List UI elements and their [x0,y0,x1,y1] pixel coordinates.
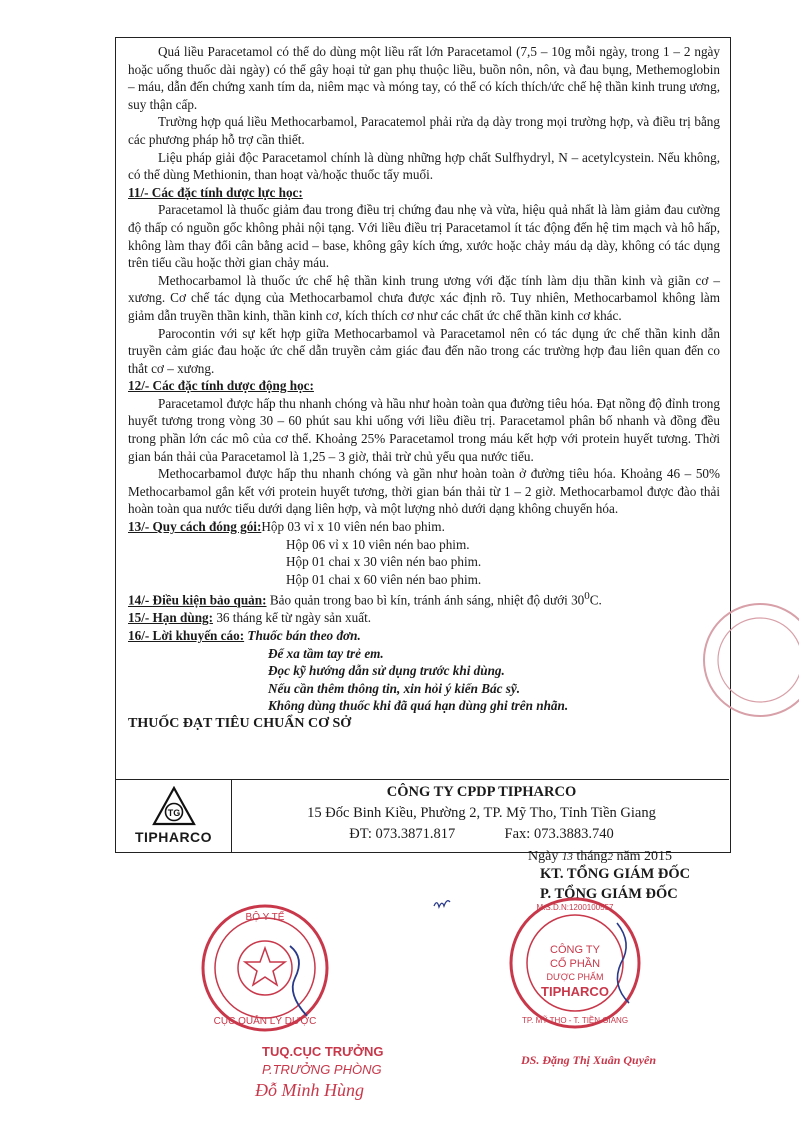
svg-text:TIPHARCO: TIPHARCO [541,984,609,999]
svg-text:CÔNG TY: CÔNG TY [550,944,600,956]
approval-signer: Đỗ Minh Hùng [255,1080,364,1100]
section-16-label: 16/- Lời khuyến cáo: [128,627,245,643]
standard-statement: THUỐC ĐẠT TIÊU CHUẨN CƠ SỞ [128,715,352,731]
package-line-2: Hộp 06 vỉ x 10 viên nén bao phim. [286,536,470,552]
company-contacts [234,824,729,845]
date-month-word: tháng [576,849,608,864]
company-logo-box [116,780,232,852]
partial-edge-stamp [700,600,799,720]
overdose-paragraph: Quá liều Paracetamol có thể do dùng một liều rất lớn Paracetamol (7,5 – 10g mỗi ngày, trong 1 – 2 ngày hoặc uống thuốc dài ngày) có thể gây hoại tử gan phụ thuộc liều, buồn nôn, nôn, và đau bụng, Methemoglobin – máu, dẫn đến chứng xanh tím da, niêm mạc và móng tay, có thể có kích thích/ức chế hệ thần kinh trung ương, suy thận cấp. [128,44,720,112]
advice-line-3: Nếu cần thêm thông tin, xin hỏi ý kiến Bác sỹ. [268,680,521,696]
approval-line-2: P.TRƯỞNG PHÒNG [262,1062,382,1077]
section-11-title: 11/- Các đặc tính dược lực học: [128,184,303,200]
package-line-4: Hộp 01 chai x 60 viên nén bao phim. [286,571,482,587]
date-year: năm 2015 [616,849,673,864]
section-11-p3: Parocontin với sự kết hợp giữa Methocarbamol và Paracetamol nên có tác dụng ức chế thần kinh dẫn truyền cảm giác đau hoặc ức chế dẫn truyền cảm giác đau đến não trong các trường hợp đau liên quan đến co thắt cơ – xương. [128,325,720,376]
section-12-p2: Methocarbamol được hấp thu nhanh chóng và gần như hoàn toàn ở đường tiêu hóa. Khoảng 46 – 50% Methocarbamol gắn kết với protein huyết tương, thời gian bán thải từ 1 – 2 giờ. Methocarbamol được đào thải hoàn toàn qua nước tiểu dưới dạng liên hợp, và một lượng nhỏ dưới dạng không chuyển hóa. [128,466,720,517]
section-15-label: 15/- Hạn dùng: [128,610,214,626]
date-month: 2 [607,851,613,863]
section-14-row [128,588,720,609]
section-11-p1: Paracetamol là thuốc giảm đau trong điều trị chứng đau nhẹ và vừa, hiệu quả nhất là làm giảm đau cường độ thấp có nguồn gốc không phải nội tạng. Với liều điều trị Paracetamol ít tác động đến hệ tim mạch và hô hấp, không làm thay đổi cân bằng acid – base, không gây kích ứng, xước hoặc chảy máu dạ dày, không có tác dụng trên tiểu cầu hoặc thời gian chảy máu. [128,202,720,271]
svg-text:TG: TG [167,808,181,818]
section-12-title: 12/- Các đặc tính dược động học: [128,378,314,394]
storage-unit: C. [589,592,602,608]
advice-first: Thuốc bán theo đơn. [244,627,361,643]
initial-mark-icon [432,896,452,912]
svg-text:BỘ Y TẾ: BỘ Y TẾ [245,912,285,923]
section-15-row [128,609,720,627]
section-13-label: 13/- Quy cách đóng gói: [128,519,262,535]
tipharco-logo-icon [152,786,196,828]
degree-sup: 0 [584,590,590,603]
company-name: CÔNG TY CPDP TIPHARCO [386,784,577,800]
storage-text: Bảo quản trong bao bì kín, tránh ánh sáng, nhiệt độ dưới 30 [266,592,585,608]
date-day: 13 [561,851,573,863]
approval-line-1: TUQ.CỤC TRƯỞNG [262,1044,384,1059]
company-fax: Fax: 073.3883.740 [504,826,614,842]
package-line-3: Hộp 01 chai x 30 viên nén bao phim. [286,554,482,570]
document-content [128,43,720,733]
company-block [116,779,729,852]
date-prefix: Ngày [528,849,559,864]
svg-text:TP. MỸ THO - T. TIỀN GIANG: TP. MỸ THO - T. TIỀN GIANG [521,1016,629,1025]
svg-text:M.S.D.N:1200100557: M.S.D.N:1200100557 [536,903,614,912]
advice-line-4: Không dùng thuốc khi đã quá hạn dùng ghi trên nhãn. [268,698,569,714]
logo-name: TIPHARCO [134,829,213,845]
signer-title-2: P. TỔNG GIÁM ĐỐC [540,886,678,902]
advice-line-1: Để xa tầm tay trẻ em. [268,645,384,661]
signer-title-1: KT. TỔNG GIÁM ĐỐC [540,866,691,882]
svg-text:DƯỢC PHẨM: DƯỢC PHẨM [546,972,604,982]
company-phone: ĐT: 073.3871.817 [349,826,456,842]
svg-text:CỔ PHẦN: CỔ PHẦN [549,958,601,970]
company-address: 15 Đốc Binh Kiều, Phường 2, TP. Mỹ Tho, Tỉnh Tiền Giang [307,805,656,821]
company-seal-stamp [505,893,645,1033]
section-14-label: 14/- Điều kiện bảo quản: [128,592,267,608]
advice-line-2: Đọc kỹ hướng dẫn sử dụng trước khi dùng. [268,663,505,679]
company-info [234,782,729,845]
svg-text:CỤC QUẢN LÝ DƯỢC: CỤC QUẢN LÝ DƯỢC [213,1016,317,1027]
signing-date [528,849,672,865]
company-signer: DS. Đặng Thị Xuân Quyên [521,1053,657,1067]
section-16-row [128,627,720,645]
treatment-paragraph: Trường hợp quá liều Methocarbamol, Paracatemol phải rửa dạ dày trong mọi trường hợp, và điều trị bằng các phương pháp hỗ trợ cần thiết. [128,114,720,147]
shelf-life-text: 36 tháng kể từ ngày sản xuất. [213,610,372,626]
ministry-seal-stamp [195,898,335,1038]
section-12-p1: Paracetamol được hấp thu nhanh chóng và hầu như hoàn toàn qua đường tiêu hóa. Đạt nồng độ đỉnh trong huyết tương trong vòng 30 – 60 phút sau khi uống với liều điều trị. Paracetamol phân bố nhanh và đồng đều trong phần lớn các mô của cơ thể. Khoảng 25% Paracetamol trong máu kết hợp với protein huyết tương. Thời gian bán thải của Paracetamol là 1,25 – 3 giờ, thải trừ chủ yếu qua nước tiểu. [128,395,720,464]
package-line-1: Hộp 03 vỉ x 10 viên nén bao phim. [261,519,445,535]
section-13-row [128,518,720,536]
antidote-paragraph: Liệu pháp giải độc Paracetamol chính là dùng những hợp chất Sulfhydryl, N – acetylcystein. Nếu không, có thể dùng Methionin, than hoạt và/hoặc thuốc tẩy muối. [128,149,720,183]
section-11-p2: Methocarbamol là thuốc ức chế hệ thần kinh trung ương với đặc tính làm dịu thần kinh và giãn cơ – xương. Cơ chế tác dụng của Methocarbamol chưa được xác định rõ. Tuy nhiên, Methocarbamol không làm giảm dẫn truyền thần kinh, thần kinh cơ, kích thích cơ như các chất ức chế thần kinh cơ khác. [128,272,720,323]
